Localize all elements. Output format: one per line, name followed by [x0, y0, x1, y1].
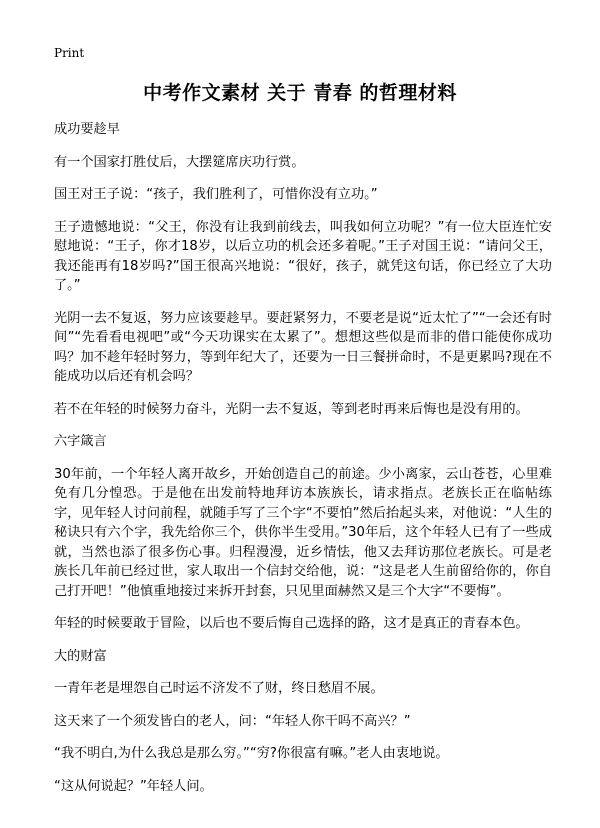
article-body — [54, 120, 552, 809]
section-heading-great-wealth: 大的财富 — [54, 648, 107, 664]
section-heading-success-early: 成功要趁早 — [54, 122, 120, 137]
paragraph: “我不明白,为什么我总是那么穷。”“穷?你很富有嘛。”老人由衷地说。 — [54, 746, 449, 761]
paragraph: 年轻的时候要敢于冒险，以后也不要后悔自己选择的路，这才是真正的青春本色。 — [54, 616, 529, 631]
paragraph: 若不在年轻的时候努力奋斗，光阴一去不复返，等到老时再来后悔也是没有用的。 — [54, 401, 529, 417]
paragraph: 一青年老是埋怨自己时运不济发不了财，终日愁眉不展。 — [54, 681, 384, 696]
section-heading-six-word-motto: 六字箴言 — [54, 434, 107, 449]
paragraph: 这天来了一个须发皆白的老人，问：“年轻人你干吗不高兴？” — [54, 713, 411, 729]
paragraph: 国王对王子说：“孩子，我们胜利了，可惜你没有立功。” — [54, 187, 378, 202]
paragraph: 光阴一去不复返，努力应该要趁早。要赶紧努力，不要老是说“近太忙了”“一会还有时间”“先看看电视吧”或“今天功课实在太累了”。想想这些似是而非的借口能使你成功吗？加不趁年轻时努力，等到年纪大了，还要为一日三餐拼命时，不是更累吗?现在不能成功以后还有机会吗？ — [54, 310, 552, 384]
print-link[interactable]: Print — [54, 46, 85, 60]
paragraph: 30年前，一个年轻人离开故乡，开始创造自己的前途。少小离家，云山苍苍，心里难免有几分惶恐。于是他在出发前特地拜访本族族长，请求指点。老族长正在临帖练字，见年轻人讨问前程，就随手写了三个字“不要怕”然后抬起头来，对他说：“人生的秘诀只有六个字，我先给你三个，供你半生受用。”30年后，这个年轻人已有了一些成就，当然也添了很多伤心事。归程漫漫，近乡情怯，他又去拜访那位老族长。可是老族长几年前已经过世，家人取出一个信封交给他，说：“这是老人生前留给你的，你自己打开吧！”他慎重地接过来拆开封套，只见里面赫然又是三个大字“不要悔”。 — [54, 466, 552, 599]
paragraph: 有一个国家打胜仗后，大摆筵席庆功行赏。 — [54, 154, 305, 170]
page-title: 中考作文素材 关于 青春 的哲理材料 — [143, 82, 457, 104]
paragraph: 王子遗憾地说：“父王，你没有让我到前线去，叫我如何立功呢？”有一位大臣连忙安慰地说：“王子，你才18岁，以后立功的机会还多着呢。”王子对国王说：“请问父王，我还能再有18岁吗?”国王很高兴地说：“很好，孩子，就凭这句话，你已经立了大功了。” — [54, 219, 552, 293]
paragraph: “这从何说起？”年轻人问。 — [54, 778, 213, 794]
